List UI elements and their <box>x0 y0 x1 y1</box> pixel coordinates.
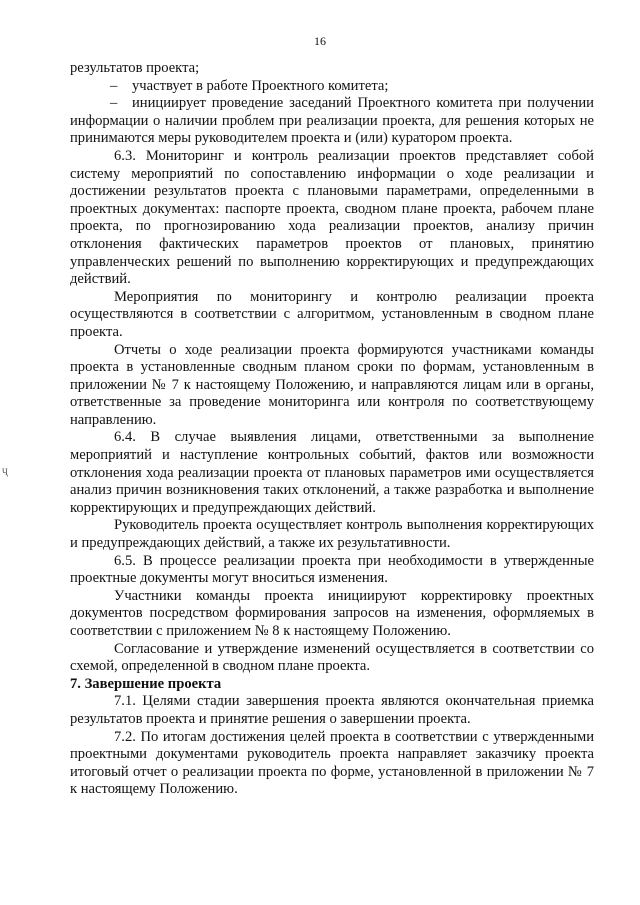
document-body <box>70 60 594 799</box>
paragraph-change-requests: Участники команды проекта инициируют корректировку проектных документов посредством формирования запросов на изменения, оформляемых в соответствии с приложением № 8 к настоящему Положению. <box>70 587 594 639</box>
list-item-participates <box>70 78 594 96</box>
list-item-text: инициирует проведение заседаний Проектного комитета при получении информации о наличии проблем при реализации проекта, для решения которых не принимаются меры руководителем проекта и (или) куратором проекта. <box>70 95 594 147</box>
margin-mark: Ҷ <box>2 467 8 477</box>
paragraph-change-approval: Согласование и утверждение изменений осуществляется в соответствии со схемой, определенной в сводном плане проекта. <box>70 640 594 675</box>
dash-marker: – <box>110 77 118 94</box>
paragraph-7-2: 7.2. По итогам достижения целей проекта в соответствии с утвержденными проектными документами руководитель проекта направляет заказчику проекта итоговый отчет о реализации проекта по форме, установленной в приложении № 7 к настоящему Положению. <box>70 728 594 798</box>
paragraph-6-3: 6.3. Мониторинг и контроль реализации проектов представляет собой систему мероприятий по сопоставлению информации о ходе реализации и достижении результатов проекта с плановыми параметрами, определенными в проектных документах: паспорте проекта, сводном плане проекта, рабочем плане проекта, по прогнозированию хода реализации проектов, анализу причин отклонения фактических параметров проектов от плановых, принятию управленческих решений по выполнению корректирующих и предупреждающих действий. <box>70 147 594 288</box>
paragraph-6-4: 6.4. В случае выявления лицами, ответственными за выполнение мероприятий и наступление контрольных событий, фактов или возможности отклонения хода реализации проекта от плановых параметров ими осуществляется анализ причин возникновения таких отклонений, а также разработка и выполнение корректирующих и предупреждающих действий. <box>70 429 594 516</box>
list-item-text: участвует в работе Проектного комитета; <box>132 77 389 94</box>
paragraph-monitoring-measures: Мероприятия по мониторингу и контролю реализации проекта осуществляются в соответствии с алгоритмом, установленным в сводном плане проекта. <box>70 288 594 340</box>
paragraph-6-5: 6.5. В процессе реализации проекта при необходимости в утвержденные проектные документы могут вноситься изменения. <box>70 552 594 587</box>
paragraph-continuation: результатов проекта; <box>70 60 200 76</box>
list-item-initiates <box>70 95 594 148</box>
section-heading-7: 7. Завершение проекта <box>70 675 222 692</box>
paragraph-project-manager-control: Руководитель проекта осуществляет контроль выполнения корректирующих и предупреждающих действий, а также их результативности. <box>70 517 594 552</box>
dash-marker: – <box>110 95 118 112</box>
paragraph-reports: Отчеты о ходе реализации проекта формируются участниками команды проекта в установленные сводным планом сроки по формам, установленным в приложении № 7 к настоящему Положению, и направляются лицам или в органы, ответственные за проведение мониторинга или контроля по соответствующему направлению. <box>70 341 594 428</box>
page-number: 16 <box>314 34 326 48</box>
paragraph-7-1: 7.1. Целями стадии завершения проекта являются окончательная приемка результатов проекта и принятие решения о завершении проекта. <box>70 693 594 727</box>
